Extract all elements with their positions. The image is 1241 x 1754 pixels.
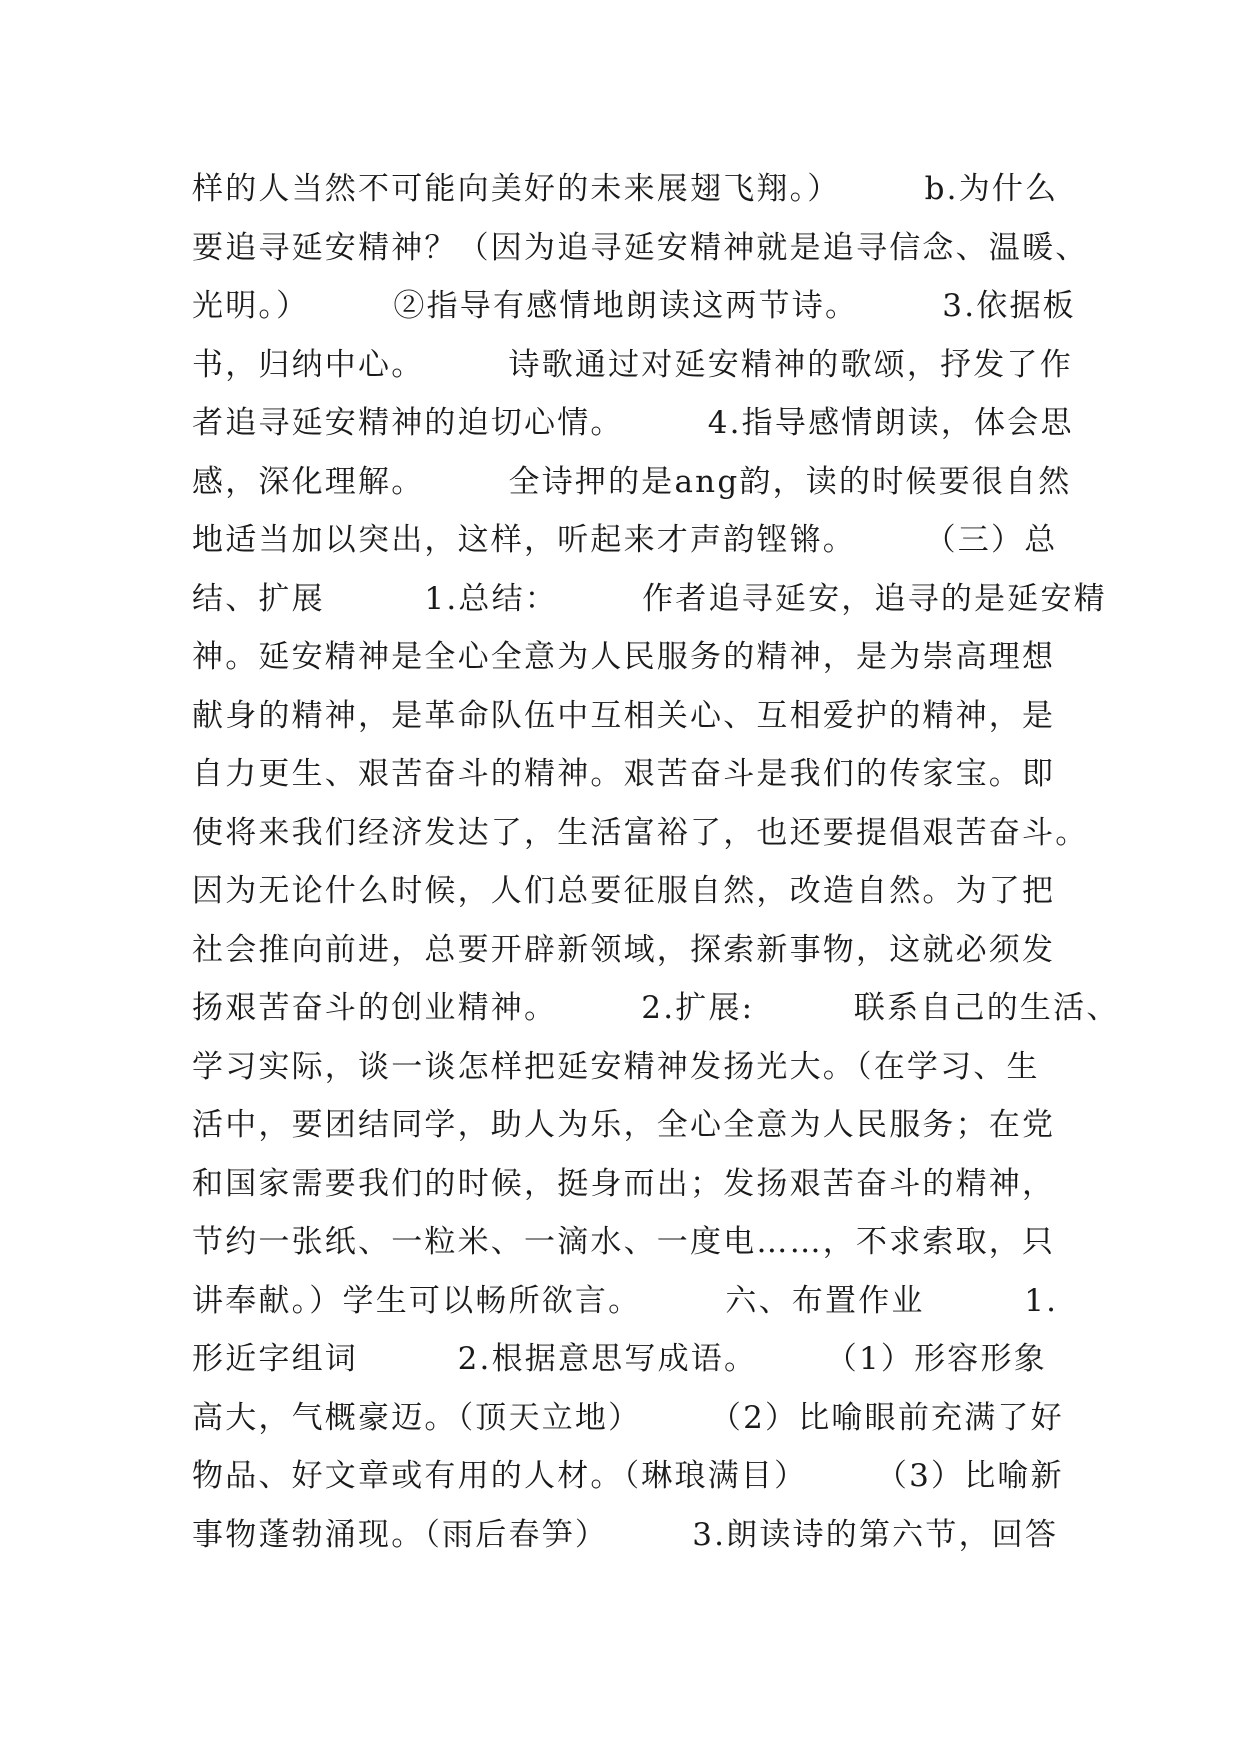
text-line: 使将来我们经济发达了，生活富裕了，也还要提倡艰苦奋斗。	[192, 814, 1089, 851]
text-line: 样的人当然不可能向美好的未来展翅飞翔。） b.为什么	[192, 171, 1059, 207]
text-line: 者追寻延安精神的迫切心情。 4.指导感情朗读，体会思	[192, 405, 1074, 441]
text-line: 因为无论什么时候，人们总要征服自然，改造自然。为了把	[192, 873, 1056, 909]
text-line: 节约一张纸、一粒米、一滴水、一度电……，不求索取，只	[192, 1224, 1056, 1260]
text-line: 高大，气概豪迈。（顶天立地） （2）比喻眼前充满了好	[192, 1399, 1064, 1436]
text-line: 社会推向前进，总要开辟新领域，探索新事物，这就必须发	[192, 931, 1056, 968]
text-line: 地适当加以突出，这样，听起来才声韵铿锵。 （三）总	[192, 522, 1058, 558]
text-line: 事物蓬勃涌现。（雨后春笋） 3.朗读诗的第六节，回答	[192, 1516, 1059, 1553]
text-line: 讲奉献。）学生可以畅所欲言。 六、布置作业 1.	[192, 1282, 1059, 1319]
text-line: 自力更生、艰苦奋斗的精神。艰苦奋斗是我们的传家宝。即	[192, 756, 1056, 792]
text-line: 活中，要团结同学，助人为乐，全心全意为人民服务；在党	[192, 1107, 1056, 1143]
text-line: 光明。） ②指导有感情地朗读这两节诗。 3.依据板	[192, 288, 1076, 324]
text-line: 扬艰苦奋斗的创业精神。 2.扩展: 联系自己的生活、	[192, 990, 1120, 1026]
text-line: 结、扩展 1.总结： 作者追寻延安，追寻的是延安精	[192, 580, 1107, 617]
text-line: 物品、好文章或有用的人材。（琳琅满目） （3）比喻新	[192, 1458, 1064, 1494]
body-text	[192, 160, 1120, 1564]
text-line: 形近字组词 2.根据意思写成语。 （1）形容形象	[192, 1341, 1047, 1377]
text-line: 感，深化理解。 全诗押的是ang韵，读的时候要很自然	[192, 463, 1072, 500]
text-line: 和国家需要我们的时候，挺身而出；发扬艰苦奋斗的精神，	[192, 1165, 1056, 1202]
text-line: 书，归纳中心。 诗歌通过对延安精神的歌颂，抒发了作	[192, 346, 1073, 383]
text-line: 献身的精神，是革命队伍中互相关心、互相爱护的精神，是	[192, 697, 1056, 734]
text-line: 要追寻延安精神？（因为追寻延安精神就是追寻信念、温暖、	[192, 229, 1089, 266]
text-line: 神。延安精神是全心全意为人民服务的精神，是为崇高理想	[192, 639, 1056, 675]
text-line: 学习实际，谈一谈怎样把延安精神发扬光大。（在学习、生	[192, 1048, 1040, 1085]
